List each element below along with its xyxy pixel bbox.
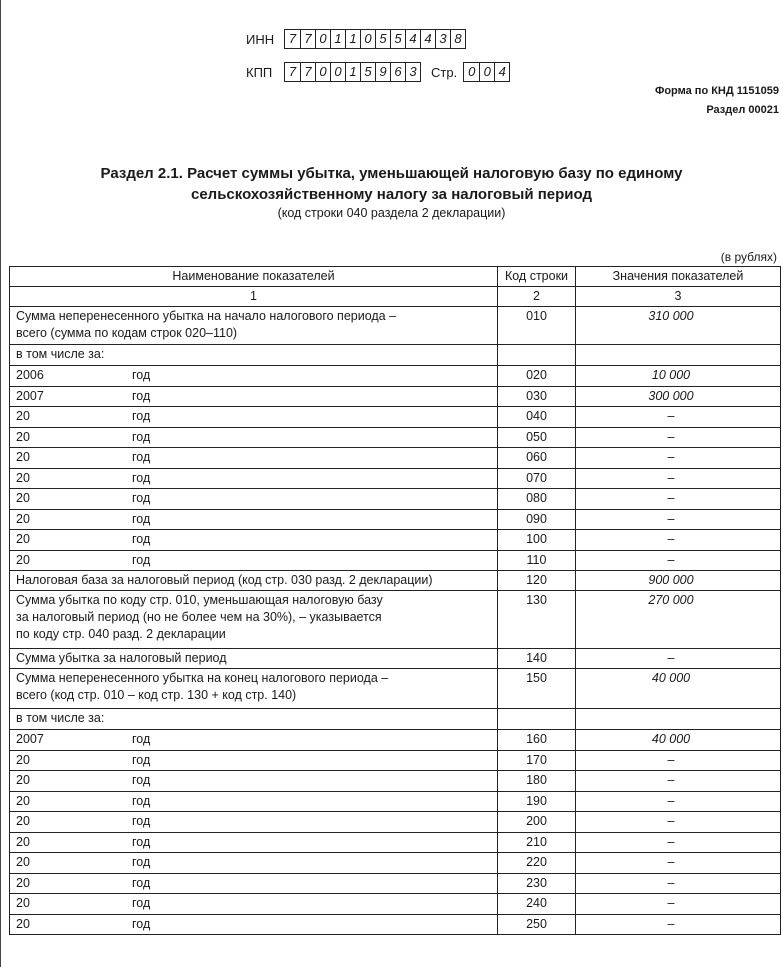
indicator-value-cell: – <box>576 427 781 448</box>
indicator-value-cell: – <box>576 468 781 489</box>
line-code-cell: 180 <box>498 771 576 792</box>
header-line-code: Код строки <box>498 267 576 287</box>
indicator-value-cell: – <box>576 873 781 894</box>
table-row <box>10 914 781 935</box>
year-word: год <box>132 814 151 828</box>
column-number-2: 2 <box>498 287 576 307</box>
indicator-name-cell <box>10 709 498 730</box>
section-title-line-2: сельскохозяйственному налогу за налоговый период <box>190 186 592 203</box>
table-row <box>10 730 781 751</box>
left-border-line <box>0 0 1 967</box>
line-code-cell: 020 <box>498 366 576 387</box>
indicator-name-line: Сумма убытка по коду стр. 010, уменьшающая налоговую базу <box>16 593 383 607</box>
line-code-cell: 190 <box>498 791 576 812</box>
kpp-digit-box: 1 <box>345 63 360 81</box>
indicator-name-cell <box>10 489 498 510</box>
indicator-value-cell: – <box>576 914 781 935</box>
loss-calculation-table <box>9 266 781 935</box>
inn-label: ИНН <box>246 31 275 47</box>
indicator-name-cell <box>10 407 498 428</box>
indicator-name-line: Сумма убытка за налоговый период <box>16 651 227 665</box>
indicator-value-cell: 310 000 <box>576 307 781 345</box>
section-title <box>0 163 783 205</box>
kpp-digit-box: 5 <box>360 63 375 81</box>
units-note: (в рублях) <box>720 250 777 264</box>
inn-digit-box: 0 <box>360 30 375 48</box>
line-code-cell <box>498 345 576 366</box>
kpp-digit-box: 7 <box>288 64 297 79</box>
inn-digit-box: 0 <box>315 30 330 48</box>
indicator-value-cell: – <box>576 407 781 428</box>
table-row <box>10 345 781 366</box>
table-row <box>10 649 781 669</box>
indicator-name-cell <box>10 427 498 448</box>
indicator-value-cell: – <box>576 853 781 874</box>
line-code-cell <box>498 709 576 730</box>
line-code-cell: 100 <box>498 530 576 551</box>
indicator-name-cell <box>10 509 498 530</box>
year-value: 20 <box>16 470 30 485</box>
indicator-value-cell: 40 000 <box>576 730 781 751</box>
indicator-name-cell <box>10 873 498 894</box>
year-value: 20 <box>16 552 30 567</box>
indicator-name-cell <box>10 894 498 915</box>
table-row <box>10 853 781 874</box>
indicator-name-cell <box>10 591 498 649</box>
indicator-name-line: Сумма неперенесенного убытка на конец налогового периода – <box>16 671 389 685</box>
kpp-label: КПП <box>246 64 273 80</box>
indicator-name-cell <box>10 649 498 669</box>
indicator-name-cell <box>10 669 498 709</box>
year-value: 2007 <box>16 388 44 403</box>
kpp-digit-box: 0 <box>330 63 345 81</box>
line-code-cell: 160 <box>498 730 576 751</box>
indicator-name-line: всего (код стр. 010 – код стр. 130 + код стр. 140) <box>16 688 297 702</box>
line-code-cell: 040 <box>498 407 576 428</box>
section-code: Раздел 00021 <box>706 104 779 116</box>
table-row <box>10 709 781 730</box>
line-code-cell: 080 <box>498 489 576 510</box>
indicator-value-cell <box>576 345 781 366</box>
table-row <box>10 407 781 428</box>
indicator-value-cell: – <box>576 791 781 812</box>
year-word: год <box>132 855 151 869</box>
indicator-name-cell <box>10 730 498 751</box>
page-digit-box: 0 <box>479 63 494 81</box>
year-value: 20 <box>16 752 30 767</box>
indicator-value-cell <box>576 709 781 730</box>
indicator-name-cell <box>10 571 498 591</box>
line-code-cell: 150 <box>498 669 576 709</box>
line-code-cell: 240 <box>498 894 576 915</box>
indicator-value-cell: – <box>576 832 781 853</box>
table-row <box>10 468 781 489</box>
table-row <box>10 873 781 894</box>
page-number-label: Стр. <box>431 64 458 80</box>
indicator-value-cell: – <box>576 771 781 792</box>
year-word: год <box>132 773 151 787</box>
table-row <box>10 669 781 709</box>
page-digit-box: 4 <box>494 63 509 81</box>
indicator-name-cell <box>10 386 498 407</box>
indicator-value-cell: 270 000 <box>576 591 781 649</box>
section-title-line-1: Раздел 2.1. Расчет суммы убытка, уменьшающей налоговую базу по единому <box>100 165 683 182</box>
indicator-name-cell <box>10 791 498 812</box>
indicator-name-line: Налоговая база за налоговый период (код стр. 030 разд. 2 декларации) <box>16 573 433 587</box>
year-value: 20 <box>16 793 30 808</box>
page-digit-box: 0 <box>468 64 476 79</box>
year-value: 2006 <box>16 368 44 382</box>
kpp-digit-boxes <box>284 62 421 82</box>
year-value: 20 <box>16 409 30 423</box>
year-value: 20 <box>16 916 30 931</box>
indicator-value-cell: 300 000 <box>576 386 781 407</box>
table-row <box>10 894 781 915</box>
indicator-name-line: в том числе за: <box>16 711 105 725</box>
table-row <box>10 427 781 448</box>
indicator-name-line: всего (сумма по кодам строк 020–110) <box>16 326 238 340</box>
indicator-name-cell <box>10 750 498 771</box>
indicator-name-cell <box>10 345 498 366</box>
kpp-row <box>246 62 510 82</box>
column-number-1: 1 <box>10 287 498 307</box>
line-code-cell: 220 <box>498 853 576 874</box>
year-word: год <box>132 896 151 910</box>
line-code-cell: 140 <box>498 649 576 669</box>
line-code-cell: 130 <box>498 591 576 649</box>
kpp-digit-box: 3 <box>405 63 420 81</box>
indicator-name-cell <box>10 771 498 792</box>
table-row <box>10 791 781 812</box>
indicator-name-line: по коду стр. 040 разд. 2 декларации <box>16 627 226 641</box>
line-code-cell: 210 <box>498 832 576 853</box>
line-code-cell: 060 <box>498 448 576 469</box>
year-value: 20 <box>16 429 30 444</box>
table-row <box>10 550 781 571</box>
year-word: год <box>132 834 151 849</box>
inn-digit-box: 5 <box>375 30 390 48</box>
year-word: год <box>132 470 151 485</box>
year-value: 20 <box>16 834 30 849</box>
indicator-value-cell: – <box>576 550 781 571</box>
table-column-number-row <box>10 287 781 307</box>
year-value: 20 <box>16 814 30 828</box>
page-number-boxes <box>463 62 510 82</box>
indicator-name-cell <box>10 530 498 551</box>
year-word: год <box>132 532 151 546</box>
line-code-cell: 050 <box>498 427 576 448</box>
indicator-name-line: в том числе за: <box>16 347 105 361</box>
indicator-name-line: за налоговый период (но не более чем на 30%), – указывается <box>16 610 382 624</box>
header-indicator-name: Наименование показателей <box>10 267 498 287</box>
line-code-cell: 030 <box>498 386 576 407</box>
indicator-value-cell: – <box>576 750 781 771</box>
indicator-value-cell: – <box>576 649 781 669</box>
indicator-name-cell <box>10 914 498 935</box>
inn-digit-box: 1 <box>345 30 360 48</box>
header-indicator-value: Значения показателей <box>576 267 781 287</box>
year-value: 20 <box>16 532 30 546</box>
year-value: 20 <box>16 875 30 890</box>
year-word: год <box>132 511 151 526</box>
line-code-cell: 170 <box>498 750 576 771</box>
year-word: год <box>132 875 151 890</box>
year-word: год <box>132 429 151 444</box>
table-row <box>10 812 781 833</box>
inn-digit-box: 4 <box>405 30 420 48</box>
table-row <box>10 832 781 853</box>
line-code-cell: 200 <box>498 812 576 833</box>
table-row <box>10 386 781 407</box>
section-subtitle: (код строки 040 раздела 2 декларации) <box>277 206 506 220</box>
kpp-digit-box: 9 <box>375 63 390 81</box>
table-row <box>10 448 781 469</box>
year-word: год <box>132 409 151 423</box>
indicator-name-cell <box>10 550 498 571</box>
year-word: год <box>132 388 151 403</box>
indicator-name-line: Сумма неперенесенного убытка на начало налогового периода – <box>16 309 397 323</box>
year-word: год <box>132 752 151 767</box>
table-row <box>10 366 781 387</box>
year-word: год <box>132 368 151 382</box>
indicator-name-cell <box>10 448 498 469</box>
table-row <box>10 489 781 510</box>
inn-digit-boxes <box>284 29 466 49</box>
year-word: год <box>132 916 151 931</box>
column-number-3: 3 <box>576 287 781 307</box>
indicator-value-cell: – <box>576 489 781 510</box>
inn-digit-box: 4 <box>420 30 435 48</box>
table-row <box>10 509 781 530</box>
indicator-value-cell: 40 000 <box>576 669 781 709</box>
inn-digit-box: 1 <box>330 30 345 48</box>
indicator-name-cell <box>10 853 498 874</box>
kpp-digit-box: 7 <box>300 63 315 81</box>
indicator-value-cell: – <box>576 448 781 469</box>
inn-row <box>246 29 466 49</box>
indicator-value-cell: – <box>576 812 781 833</box>
year-word: год <box>132 793 151 808</box>
inn-digit-box: 7 <box>300 30 315 48</box>
line-code-cell: 110 <box>498 550 576 571</box>
year-word: год <box>132 491 151 505</box>
year-value: 20 <box>16 773 30 787</box>
year-value: 20 <box>16 855 30 869</box>
year-value: 20 <box>16 511 30 526</box>
line-code-cell: 230 <box>498 873 576 894</box>
table-row <box>10 307 781 345</box>
line-code-cell: 070 <box>498 468 576 489</box>
indicator-name-cell <box>10 307 498 345</box>
form-knd-code: Форма по КНД 1151059 <box>654 85 779 97</box>
line-code-cell: 250 <box>498 914 576 935</box>
indicator-value-cell: 10 000 <box>576 366 781 387</box>
line-code-cell: 120 <box>498 571 576 591</box>
indicator-name-cell <box>10 832 498 853</box>
indicator-value-cell: – <box>576 530 781 551</box>
indicator-name-cell <box>10 366 498 387</box>
line-code-cell: 090 <box>498 509 576 530</box>
indicator-value-cell: – <box>576 509 781 530</box>
kpp-digit-box: 6 <box>390 63 405 81</box>
table-body <box>10 307 781 935</box>
indicator-value-cell: 900 000 <box>576 571 781 591</box>
year-value: 2007 <box>16 732 44 746</box>
line-code-cell: 010 <box>498 307 576 345</box>
table-row <box>10 571 781 591</box>
year-value: 20 <box>16 491 30 505</box>
inn-digit-box: 8 <box>450 30 465 48</box>
table-row <box>10 771 781 792</box>
year-value: 20 <box>16 450 30 464</box>
inn-digit-box: 3 <box>435 30 450 48</box>
year-value: 20 <box>16 896 30 910</box>
year-word: год <box>132 552 151 567</box>
table-row <box>10 530 781 551</box>
year-word: год <box>132 450 151 464</box>
indicator-name-cell <box>10 468 498 489</box>
table-row <box>10 750 781 771</box>
indicator-name-cell <box>10 812 498 833</box>
inn-digit-box: 5 <box>390 30 405 48</box>
kpp-digit-box: 0 <box>315 63 330 81</box>
year-word: год <box>132 732 151 746</box>
indicator-value-cell: – <box>576 894 781 915</box>
table-header-row <box>10 267 781 287</box>
table-row <box>10 591 781 649</box>
inn-digit-box: 7 <box>288 31 297 46</box>
